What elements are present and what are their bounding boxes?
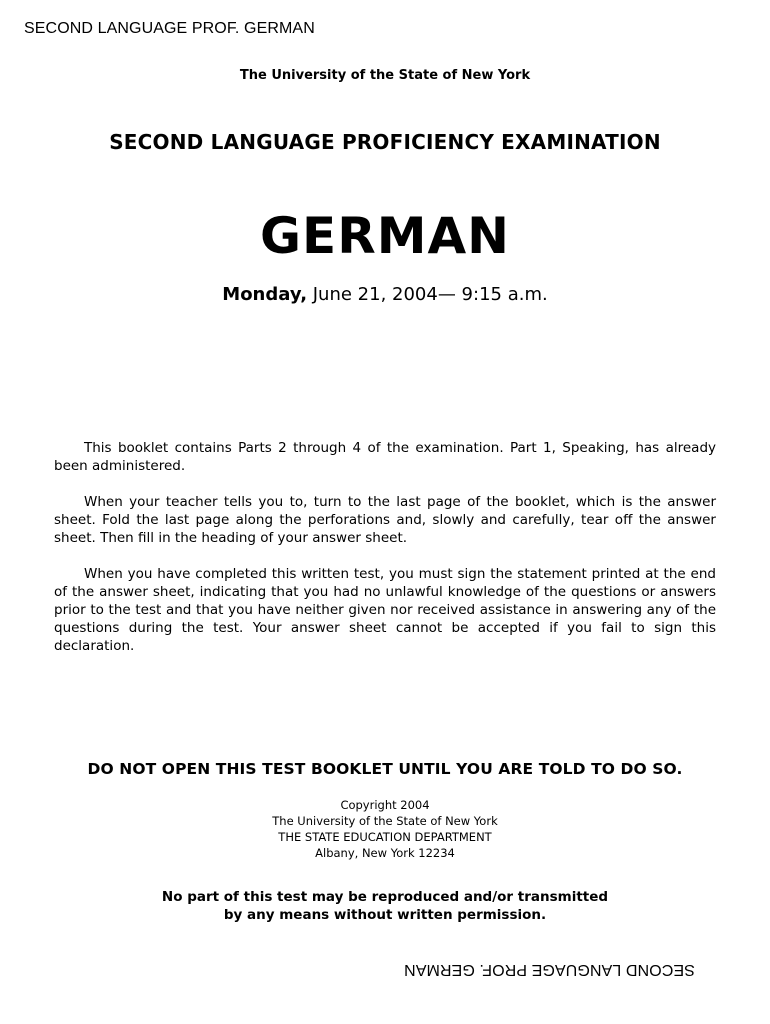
copyright-line-2: The University of the State of New York	[272, 814, 498, 828]
instruction-text-2: When your teacher tells you to, turn to the last page of the booklet, which is the answer sheet. Fold the last page along the perforations and, slowly and carefully, tear off the answer sheet. Then fill in the heading of your answer sheet.	[54, 494, 716, 546]
instruction-text-3: When you have completed this written test, you must sign the statement printed at the end of the answer sheet, indicating that you had no unlawful knowledge of the questions or answers prior to the test and that you have neither given nor received assistance in answering any of the questions during the test. Your answer sheet cannot be accepted if you fail to sign this declaration.	[54, 566, 716, 654]
instruction-text-1: This booklet contains Parts 2 through 4 of the examination. Part 1, Speaking, has already been administered.	[54, 440, 716, 474]
header-tab-label: SECOND LANGUAGE PROF. GERMAN	[24, 20, 315, 37]
subject-title: GERMAN	[260, 207, 510, 265]
copyright-block	[0, 797, 770, 861]
university-name: The University of the State of New York	[239, 68, 531, 83]
exam-title: SECOND LANGUAGE PROFICIENCY EXAMINATION	[109, 130, 661, 154]
exam-date-day: Monday,	[222, 284, 308, 305]
instruction-paragraph-3	[54, 565, 716, 655]
reproduction-line-1: No part of this test may be reproduced and/or transmitted	[161, 889, 609, 905]
do-not-open-warning: DO NOT OPEN THIS TEST BOOKLET UNTIL YOU ARE TOLD TO DO SO.	[87, 760, 683, 778]
copyright-line-3: THE STATE EDUCATION DEPARTMENT	[278, 830, 492, 844]
copyright-line-4: Albany, New York 12234	[315, 846, 455, 860]
exam-date-time: June 21, 2004— 9:15 a.m.	[307, 284, 548, 305]
instruction-paragraph-1	[54, 439, 716, 475]
copyright-line-1: Copyright 2004	[340, 798, 430, 812]
reproduction-notice	[0, 888, 770, 924]
instruction-paragraph-2	[54, 493, 716, 547]
reproduction-line-2: by any means without written permission.	[223, 907, 547, 923]
footer-tab-label-upside-down: SECOND LANGUAGE PROF. GERMAN	[404, 961, 695, 978]
exam-date	[0, 284, 770, 305]
